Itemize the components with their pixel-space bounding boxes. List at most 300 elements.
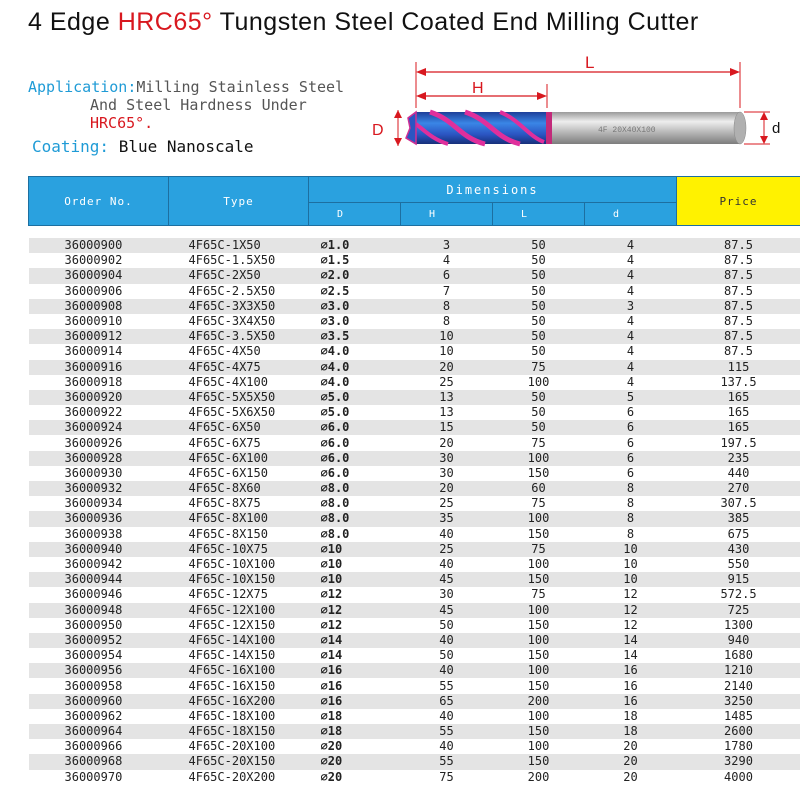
order-cell: 36000930 [29, 466, 169, 481]
diameter-cell: ⌀1.0 [309, 238, 401, 253]
table-row [29, 451, 800, 466]
flute-length-cell: 25 [401, 496, 493, 511]
type-cell: 4F65C-6X75 [169, 435, 309, 450]
type-cell: 4F65C-2.5X50 [169, 284, 309, 299]
diameter-cell: ⌀3.0 [309, 314, 401, 329]
order-cell: 36000938 [29, 527, 169, 542]
order-cell: 36000948 [29, 603, 169, 618]
flute-length-cell: 65 [401, 694, 493, 709]
price-cell: 87.5 [677, 238, 800, 253]
order-cell: 36000950 [29, 618, 169, 633]
type-cell: 4F65C-6X100 [169, 451, 309, 466]
diameter-cell: ⌀16 [309, 663, 401, 678]
shank-diameter-cell: 18 [585, 724, 677, 739]
header-D: D [309, 203, 401, 226]
table-row [29, 481, 800, 496]
table-row [29, 587, 800, 602]
flute-length-cell: 40 [401, 527, 493, 542]
type-cell: 4F65C-8X100 [169, 511, 309, 526]
diameter-cell: ⌀4.0 [309, 360, 401, 375]
dim-D-arrow-top [394, 110, 402, 118]
order-cell: 36000904 [29, 268, 169, 283]
table-row [29, 375, 800, 390]
type-cell: 4F65C-1.5X50 [169, 253, 309, 268]
diameter-cell: ⌀4.0 [309, 375, 401, 390]
table-row [29, 739, 800, 754]
application-line-1: Milling Stainless Steel [136, 78, 345, 96]
flute-length-cell: 20 [401, 360, 493, 375]
shank-diameter-cell: 20 [585, 739, 677, 754]
flute-length-cell: 40 [401, 557, 493, 572]
diameter-cell: ⌀2.5 [309, 284, 401, 299]
table-row [29, 770, 800, 785]
type-cell: 4F65C-10X75 [169, 542, 309, 557]
header-H: H [401, 203, 493, 226]
table-row [29, 709, 800, 724]
order-cell: 36000906 [29, 284, 169, 299]
table-row [29, 603, 800, 618]
diameter-cell: ⌀14 [309, 633, 401, 648]
order-cell: 36000908 [29, 299, 169, 314]
price-cell: 2600 [677, 724, 800, 739]
type-cell: 4F65C-3X3X50 [169, 299, 309, 314]
order-cell: 36000952 [29, 633, 169, 648]
diameter-cell: ⌀2.0 [309, 268, 401, 283]
application-block [28, 78, 344, 132]
shank-diameter-cell: 4 [585, 360, 677, 375]
diameter-cell: ⌀8.0 [309, 481, 401, 496]
table-row [29, 284, 800, 299]
header-type: Type [169, 177, 309, 226]
price-cell: 87.5 [677, 268, 800, 283]
dim-L-label: L [585, 53, 595, 72]
flute-length-cell: 35 [401, 511, 493, 526]
diameter-cell: ⌀1.5 [309, 253, 401, 268]
overall-length-cell: 50 [493, 390, 585, 405]
type-cell: 4F65C-16X200 [169, 694, 309, 709]
diameter-cell: ⌀5.0 [309, 390, 401, 405]
diameter-cell: ⌀18 [309, 724, 401, 739]
table-row [29, 238, 800, 253]
price-cell: 3250 [677, 694, 800, 709]
table-row [29, 648, 800, 663]
price-cell: 197.5 [677, 435, 800, 450]
type-cell: 4F65C-20X200 [169, 770, 309, 785]
price-cell: 725 [677, 603, 800, 618]
order-cell: 36000970 [29, 770, 169, 785]
flute-length-cell: 6 [401, 268, 493, 283]
table-row [29, 663, 800, 678]
type-cell: 4F65C-4X100 [169, 375, 309, 390]
price-cell: 2140 [677, 678, 800, 693]
price-cell: 87.5 [677, 284, 800, 299]
flute-length-cell: 20 [401, 481, 493, 496]
diameter-cell: ⌀6.0 [309, 466, 401, 481]
price-cell: 165 [677, 405, 800, 420]
diameter-cell: ⌀8.0 [309, 511, 401, 526]
table-row [29, 405, 800, 420]
shank-diameter-cell: 10 [585, 557, 677, 572]
shank-diameter-cell: 4 [585, 344, 677, 359]
application-label: Application: [28, 78, 137, 96]
overall-length-cell: 100 [493, 451, 585, 466]
order-cell: 36000934 [29, 496, 169, 511]
order-cell: 36000918 [29, 375, 169, 390]
shank-diameter-cell: 16 [585, 694, 677, 709]
diameter-cell: ⌀4.0 [309, 344, 401, 359]
price-cell: 1485 [677, 709, 800, 724]
cutter-tip [406, 112, 416, 144]
dim-D-arrow-bottom [394, 138, 402, 146]
flute-length-cell: 10 [401, 329, 493, 344]
overall-length-cell: 50 [493, 344, 585, 359]
overall-length-cell: 150 [493, 466, 585, 481]
flute-length-cell: 55 [401, 678, 493, 693]
shank-diameter-cell: 8 [585, 511, 677, 526]
type-cell: 4F65C-16X150 [169, 678, 309, 693]
type-cell: 4F65C-14X100 [169, 633, 309, 648]
order-cell: 36000946 [29, 587, 169, 602]
table-row [29, 360, 800, 375]
flute-length-cell: 50 [401, 648, 493, 663]
diameter-cell: ⌀5.0 [309, 405, 401, 420]
shank-diameter-cell: 4 [585, 284, 677, 299]
diameter-cell: ⌀8.0 [309, 527, 401, 542]
type-cell: 4F65C-8X150 [169, 527, 309, 542]
application-line-3: HRC65°. [90, 114, 154, 132]
table-row [29, 557, 800, 572]
header-L: L [493, 203, 585, 226]
order-cell: 36000968 [29, 754, 169, 769]
order-cell: 36000958 [29, 678, 169, 693]
diameter-cell: ⌀3.0 [309, 299, 401, 314]
dim-L-arrow-right [730, 68, 740, 76]
overall-length-cell: 100 [493, 511, 585, 526]
type-cell: 4F65C-8X60 [169, 481, 309, 496]
dim-d-arrow-bottom [760, 136, 768, 144]
flute-length-cell: 30 [401, 466, 493, 481]
overall-length-cell: 100 [493, 739, 585, 754]
flute-length-cell: 55 [401, 754, 493, 769]
price-cell: 87.5 [677, 299, 800, 314]
diameter-cell: ⌀10 [309, 572, 401, 587]
type-cell: 4F65C-3X4X50 [169, 314, 309, 329]
shank-diameter-cell: 20 [585, 754, 677, 769]
order-cell: 36000900 [29, 238, 169, 253]
table-row [29, 678, 800, 693]
overall-length-cell: 50 [493, 253, 585, 268]
flute-length-cell: 8 [401, 314, 493, 329]
type-cell: 4F65C-4X75 [169, 360, 309, 375]
shank-diameter-cell: 12 [585, 587, 677, 602]
table-row [29, 466, 800, 481]
diameter-cell: ⌀16 [309, 678, 401, 693]
overall-length-cell: 100 [493, 557, 585, 572]
shank-diameter-cell: 4 [585, 314, 677, 329]
shank-diameter-cell: 4 [585, 268, 677, 283]
table-row [29, 344, 800, 359]
dim-L-arrow-left [416, 68, 426, 76]
order-cell: 36000960 [29, 694, 169, 709]
flute-length-cell: 45 [401, 572, 493, 587]
type-cell: 4F65C-18X150 [169, 724, 309, 739]
order-cell: 36000966 [29, 739, 169, 754]
diameter-cell: ⌀3.5 [309, 329, 401, 344]
shank-diameter-cell: 20 [585, 770, 677, 785]
dim-H-arrow-left [416, 92, 426, 100]
overall-length-cell: 100 [493, 633, 585, 648]
shank-diameter-cell: 8 [585, 496, 677, 511]
shank-diameter-cell: 12 [585, 618, 677, 633]
shank-marking: 4F 20X40X100 [598, 126, 656, 135]
flute-length-cell: 4 [401, 253, 493, 268]
overall-length-cell: 100 [493, 709, 585, 724]
diameter-cell: ⌀8.0 [309, 496, 401, 511]
type-cell: 4F65C-4X50 [169, 344, 309, 359]
application-line-2: And Steel Hardness Under [90, 96, 307, 114]
flute-length-cell: 30 [401, 587, 493, 602]
flute-length-cell: 40 [401, 739, 493, 754]
order-cell: 36000912 [29, 329, 169, 344]
diameter-cell: ⌀12 [309, 587, 401, 602]
price-cell: 550 [677, 557, 800, 572]
type-cell: 4F65C-8X75 [169, 496, 309, 511]
order-cell: 36000902 [29, 253, 169, 268]
overall-length-cell: 50 [493, 405, 585, 420]
type-cell: 4F65C-12X100 [169, 603, 309, 618]
order-cell: 36000936 [29, 511, 169, 526]
price-cell: 87.5 [677, 344, 800, 359]
flute-length-cell: 25 [401, 375, 493, 390]
overall-length-cell: 150 [493, 618, 585, 633]
overall-length-cell: 75 [493, 435, 585, 450]
shank-diameter-cell: 6 [585, 420, 677, 435]
price-cell: 385 [677, 511, 800, 526]
type-cell: 4F65C-6X150 [169, 466, 309, 481]
price-cell: 430 [677, 542, 800, 557]
shank-diameter-cell: 10 [585, 572, 677, 587]
overall-length-cell: 50 [493, 314, 585, 329]
shank-diameter-cell: 14 [585, 648, 677, 663]
overall-length-cell: 150 [493, 678, 585, 693]
overall-length-cell: 200 [493, 694, 585, 709]
price-cell: 1300 [677, 618, 800, 633]
header-order: Order No. [29, 177, 169, 226]
price-cell: 940 [677, 633, 800, 648]
order-cell: 36000926 [29, 435, 169, 450]
table-row [29, 542, 800, 557]
diameter-cell: ⌀20 [309, 754, 401, 769]
table-row [29, 618, 800, 633]
order-cell: 36000940 [29, 542, 169, 557]
dim-d-label: d [772, 120, 781, 137]
order-cell: 36000942 [29, 557, 169, 572]
table-row [29, 268, 800, 283]
order-cell: 36000964 [29, 724, 169, 739]
flute-length-cell: 10 [401, 344, 493, 359]
shank-diameter-cell: 6 [585, 405, 677, 420]
type-cell: 4F65C-12X150 [169, 618, 309, 633]
price-cell: 1780 [677, 739, 800, 754]
price-cell: 235 [677, 451, 800, 466]
type-cell: 4F65C-20X150 [169, 754, 309, 769]
table-row [29, 420, 800, 435]
flute-length-cell: 55 [401, 724, 493, 739]
coating-value: Blue Nanoscale [118, 137, 254, 156]
type-cell: 4F65C-1X50 [169, 238, 309, 253]
table-row [29, 496, 800, 511]
spec-table [28, 176, 800, 785]
overall-length-cell: 150 [493, 527, 585, 542]
shank-end [734, 112, 746, 144]
flute-length-cell: 40 [401, 709, 493, 724]
price-cell: 915 [677, 572, 800, 587]
diameter-cell: ⌀12 [309, 618, 401, 633]
table-row [29, 511, 800, 526]
overall-length-cell: 100 [493, 663, 585, 678]
flute-length-cell: 15 [401, 420, 493, 435]
shank-diameter-cell: 4 [585, 253, 677, 268]
order-cell: 36000962 [29, 709, 169, 724]
dim-H-label: H [472, 80, 484, 97]
price-cell: 1680 [677, 648, 800, 663]
type-cell: 4F65C-6X50 [169, 420, 309, 435]
diameter-cell: ⌀6.0 [309, 435, 401, 450]
type-cell: 4F65C-12X75 [169, 587, 309, 602]
table-row [29, 754, 800, 769]
table-row [29, 435, 800, 450]
diameter-cell: ⌀10 [309, 542, 401, 557]
shank-diameter-cell: 18 [585, 709, 677, 724]
shank-diameter-cell: 14 [585, 633, 677, 648]
diameter-cell: ⌀14 [309, 648, 401, 663]
type-cell: 4F65C-20X100 [169, 739, 309, 754]
flute-length-cell: 45 [401, 603, 493, 618]
type-cell: 4F65C-5X6X50 [169, 405, 309, 420]
shank-diameter-cell: 16 [585, 663, 677, 678]
table-spacer [29, 226, 800, 239]
order-cell: 36000944 [29, 572, 169, 587]
table-row [29, 329, 800, 344]
shank-diameter-cell: 5 [585, 390, 677, 405]
dim-H-arrow-right [537, 92, 547, 100]
flute-length-cell: 3 [401, 238, 493, 253]
type-cell: 4F65C-2X50 [169, 268, 309, 283]
price-cell: 4000 [677, 770, 800, 785]
flute-length-cell: 75 [401, 770, 493, 785]
shank-diameter-cell: 6 [585, 451, 677, 466]
type-cell: 4F65C-14X150 [169, 648, 309, 663]
price-cell: 572.5 [677, 587, 800, 602]
diameter-cell: ⌀10 [309, 557, 401, 572]
flute-length-cell: 20 [401, 435, 493, 450]
overall-length-cell: 150 [493, 754, 585, 769]
type-cell: 4F65C-3.5X50 [169, 329, 309, 344]
order-cell: 36000924 [29, 420, 169, 435]
type-cell: 4F65C-5X5X50 [169, 390, 309, 405]
overall-length-cell: 50 [493, 268, 585, 283]
diameter-cell: ⌀20 [309, 770, 401, 785]
page-title [28, 8, 788, 44]
price-cell: 270 [677, 481, 800, 496]
shank-diameter-cell: 4 [585, 329, 677, 344]
shank-diameter-cell: 8 [585, 481, 677, 496]
overall-length-cell: 50 [493, 329, 585, 344]
table-row [29, 633, 800, 648]
diameter-cell: ⌀6.0 [309, 451, 401, 466]
table-row [29, 694, 800, 709]
type-cell: 4F65C-16X100 [169, 663, 309, 678]
dim-D-label: D [372, 122, 384, 139]
table-row [29, 253, 800, 268]
overall-length-cell: 50 [493, 284, 585, 299]
overall-length-cell: 150 [493, 724, 585, 739]
title-prefix: 4 Edge [28, 8, 118, 36]
table-row [29, 527, 800, 542]
price-cell: 165 [677, 390, 800, 405]
diameter-cell: ⌀12 [309, 603, 401, 618]
price-cell: 307.5 [677, 496, 800, 511]
overall-length-cell: 75 [493, 542, 585, 557]
overall-length-cell: 150 [493, 572, 585, 587]
header-d: d [585, 203, 677, 226]
overall-length-cell: 75 [493, 496, 585, 511]
order-cell: 36000916 [29, 360, 169, 375]
order-cell: 36000956 [29, 663, 169, 678]
table-row [29, 572, 800, 587]
table-row [29, 724, 800, 739]
price-cell: 87.5 [677, 314, 800, 329]
flute-length-cell: 7 [401, 284, 493, 299]
flute-length-cell: 30 [401, 451, 493, 466]
order-cell: 36000928 [29, 451, 169, 466]
title-suffix: Tungsten Steel Coated End Milling Cutter [212, 8, 699, 36]
type-cell: 4F65C-18X100 [169, 709, 309, 724]
price-cell: 137.5 [677, 375, 800, 390]
shank-diameter-cell: 8 [585, 527, 677, 542]
order-cell: 36000932 [29, 481, 169, 496]
order-cell: 36000910 [29, 314, 169, 329]
end-mill-diagram [360, 48, 790, 168]
price-cell: 1210 [677, 663, 800, 678]
overall-length-cell: 50 [493, 238, 585, 253]
cutter-drawing [360, 48, 790, 168]
price-cell: 87.5 [677, 329, 800, 344]
price-cell: 87.5 [677, 253, 800, 268]
order-cell: 36000920 [29, 390, 169, 405]
overall-length-cell: 150 [493, 648, 585, 663]
flute-length-cell: 13 [401, 390, 493, 405]
header-price: Price [677, 177, 800, 226]
flute-length-cell: 40 [401, 633, 493, 648]
overall-length-cell: 75 [493, 587, 585, 602]
diameter-cell: ⌀20 [309, 739, 401, 754]
price-cell: 675 [677, 527, 800, 542]
type-cell: 4F65C-10X150 [169, 572, 309, 587]
overall-length-cell: 75 [493, 360, 585, 375]
diameter-cell: ⌀16 [309, 694, 401, 709]
price-cell: 165 [677, 420, 800, 435]
diameter-cell: ⌀6.0 [309, 420, 401, 435]
shank-diameter-cell: 3 [585, 299, 677, 314]
flute-length-cell: 25 [401, 542, 493, 557]
flute-length-cell: 13 [401, 405, 493, 420]
dim-d-arrow-top [760, 112, 768, 120]
shank-diameter-cell: 10 [585, 542, 677, 557]
shank-diameter-cell: 12 [585, 603, 677, 618]
order-cell: 36000954 [29, 648, 169, 663]
flute-length-cell: 50 [401, 618, 493, 633]
